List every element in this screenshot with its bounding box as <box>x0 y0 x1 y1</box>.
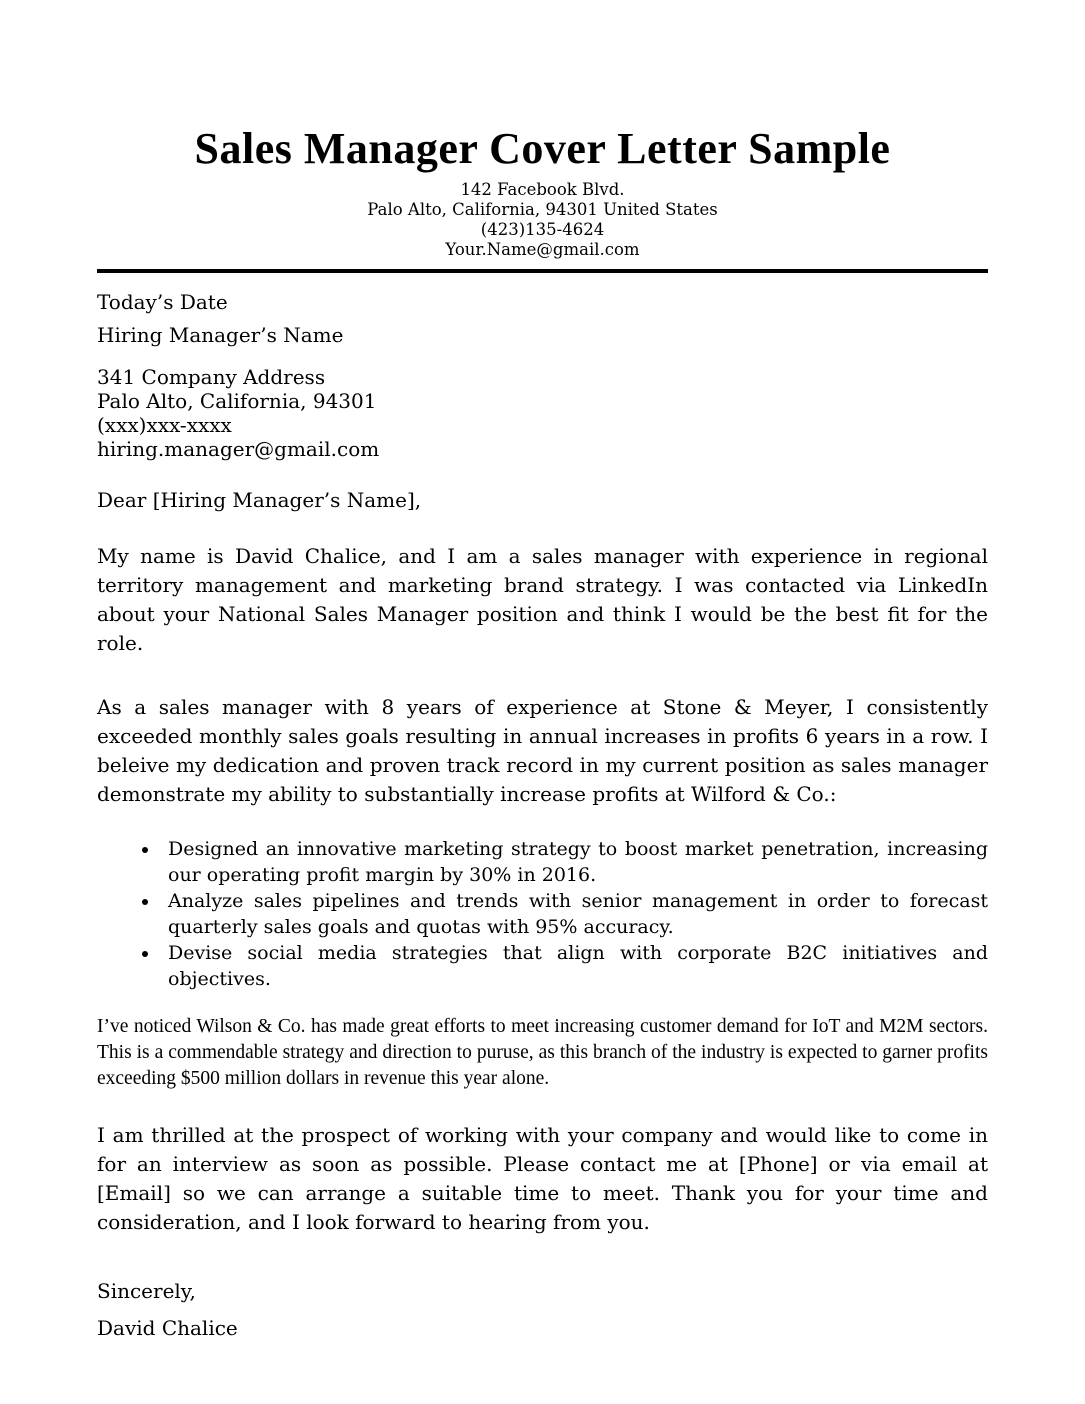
page-title: Sales Manager Cover Letter Sample <box>194 124 891 173</box>
achievement-item-1: • Designed an innovative marketing strategy to boost market penetration, increasing our operating profit margin by 30% in 2016. <box>160 836 988 888</box>
achievements-list <box>97 836 988 992</box>
signature-name: David Chalice <box>97 1316 238 1341</box>
sender-city-line: Palo Alto, California, 94301 United States <box>367 200 718 220</box>
recipient-intro-block <box>97 286 988 352</box>
experience-paragraph: As a sales manager with 8 years of experience at Stone & Meyer, I consistently exceeded monthly sales goals resulting in annual increases in profits 6 years in a row. I beleive my dedication and proven track record in my current position as sales manager demonstrate my ability to substantially increase profits at Wilford & Co.: <box>97 695 988 807</box>
header-divider <box>97 269 988 273</box>
recipient-street: 341 Company Address <box>97 365 326 390</box>
recipient-city-line: Palo Alto, California, 94301 <box>97 389 377 414</box>
recipient-address-block <box>97 365 988 461</box>
letter-date: Today’s Date <box>97 290 228 315</box>
company-research-paragraph: I’ve noticed Wilson & Co. has made great efforts to meet increasing customer demand for IoT and M2M sectors. This is a commendable strategy and direction to puruse, as this branch of the industry is expected to garner profits exceeding $500 million dollars in revenue this year alone. <box>97 1016 988 1090</box>
recipient-phone: (xxx)xxx-xxxx <box>97 413 232 438</box>
letterhead <box>97 126 988 273</box>
sender-phone: (423)135-4624 <box>480 220 605 240</box>
letter-body <box>97 286 988 1343</box>
achievement-item-3: • Devise social media strategies that align with corporate B2C initiatives and objectives. <box>160 940 988 992</box>
recipient-email: hiring.manager@gmail.com <box>97 437 380 462</box>
sender-street: 142 Facebook Blvd. <box>460 180 625 200</box>
sender-contact-block <box>97 180 988 260</box>
sender-email: Your.Name@gmail.com <box>445 240 640 260</box>
salutation: Dear [Hiring Manager’s Name], <box>97 488 422 513</box>
closing-paragraph: I am thrilled at the prospect of working with your company and would like to come in for an interview as soon as possible. Please contact me at [Phone] or via email at [Email] so we can arrange a suitable time to meet. Thank you for your time and consideration, and I look forward to hearing from you. <box>97 1123 988 1235</box>
achievement-item-2: • Analyze sales pipelines and trends with senior management in order to forecast quarterly sales goals and quotas with 95% accuracy. <box>160 888 988 940</box>
recipient-name: Hiring Manager’s Name <box>97 323 344 348</box>
valediction: Sincerely, <box>97 1279 196 1304</box>
intro-paragraph: My name is David Chalice, and I am a sales manager with experience in regional territory management and marketing brand strategy. I was contacted via LinkedIn about your National Sales Manager position and think I would be the best fit for the role. <box>97 544 988 656</box>
